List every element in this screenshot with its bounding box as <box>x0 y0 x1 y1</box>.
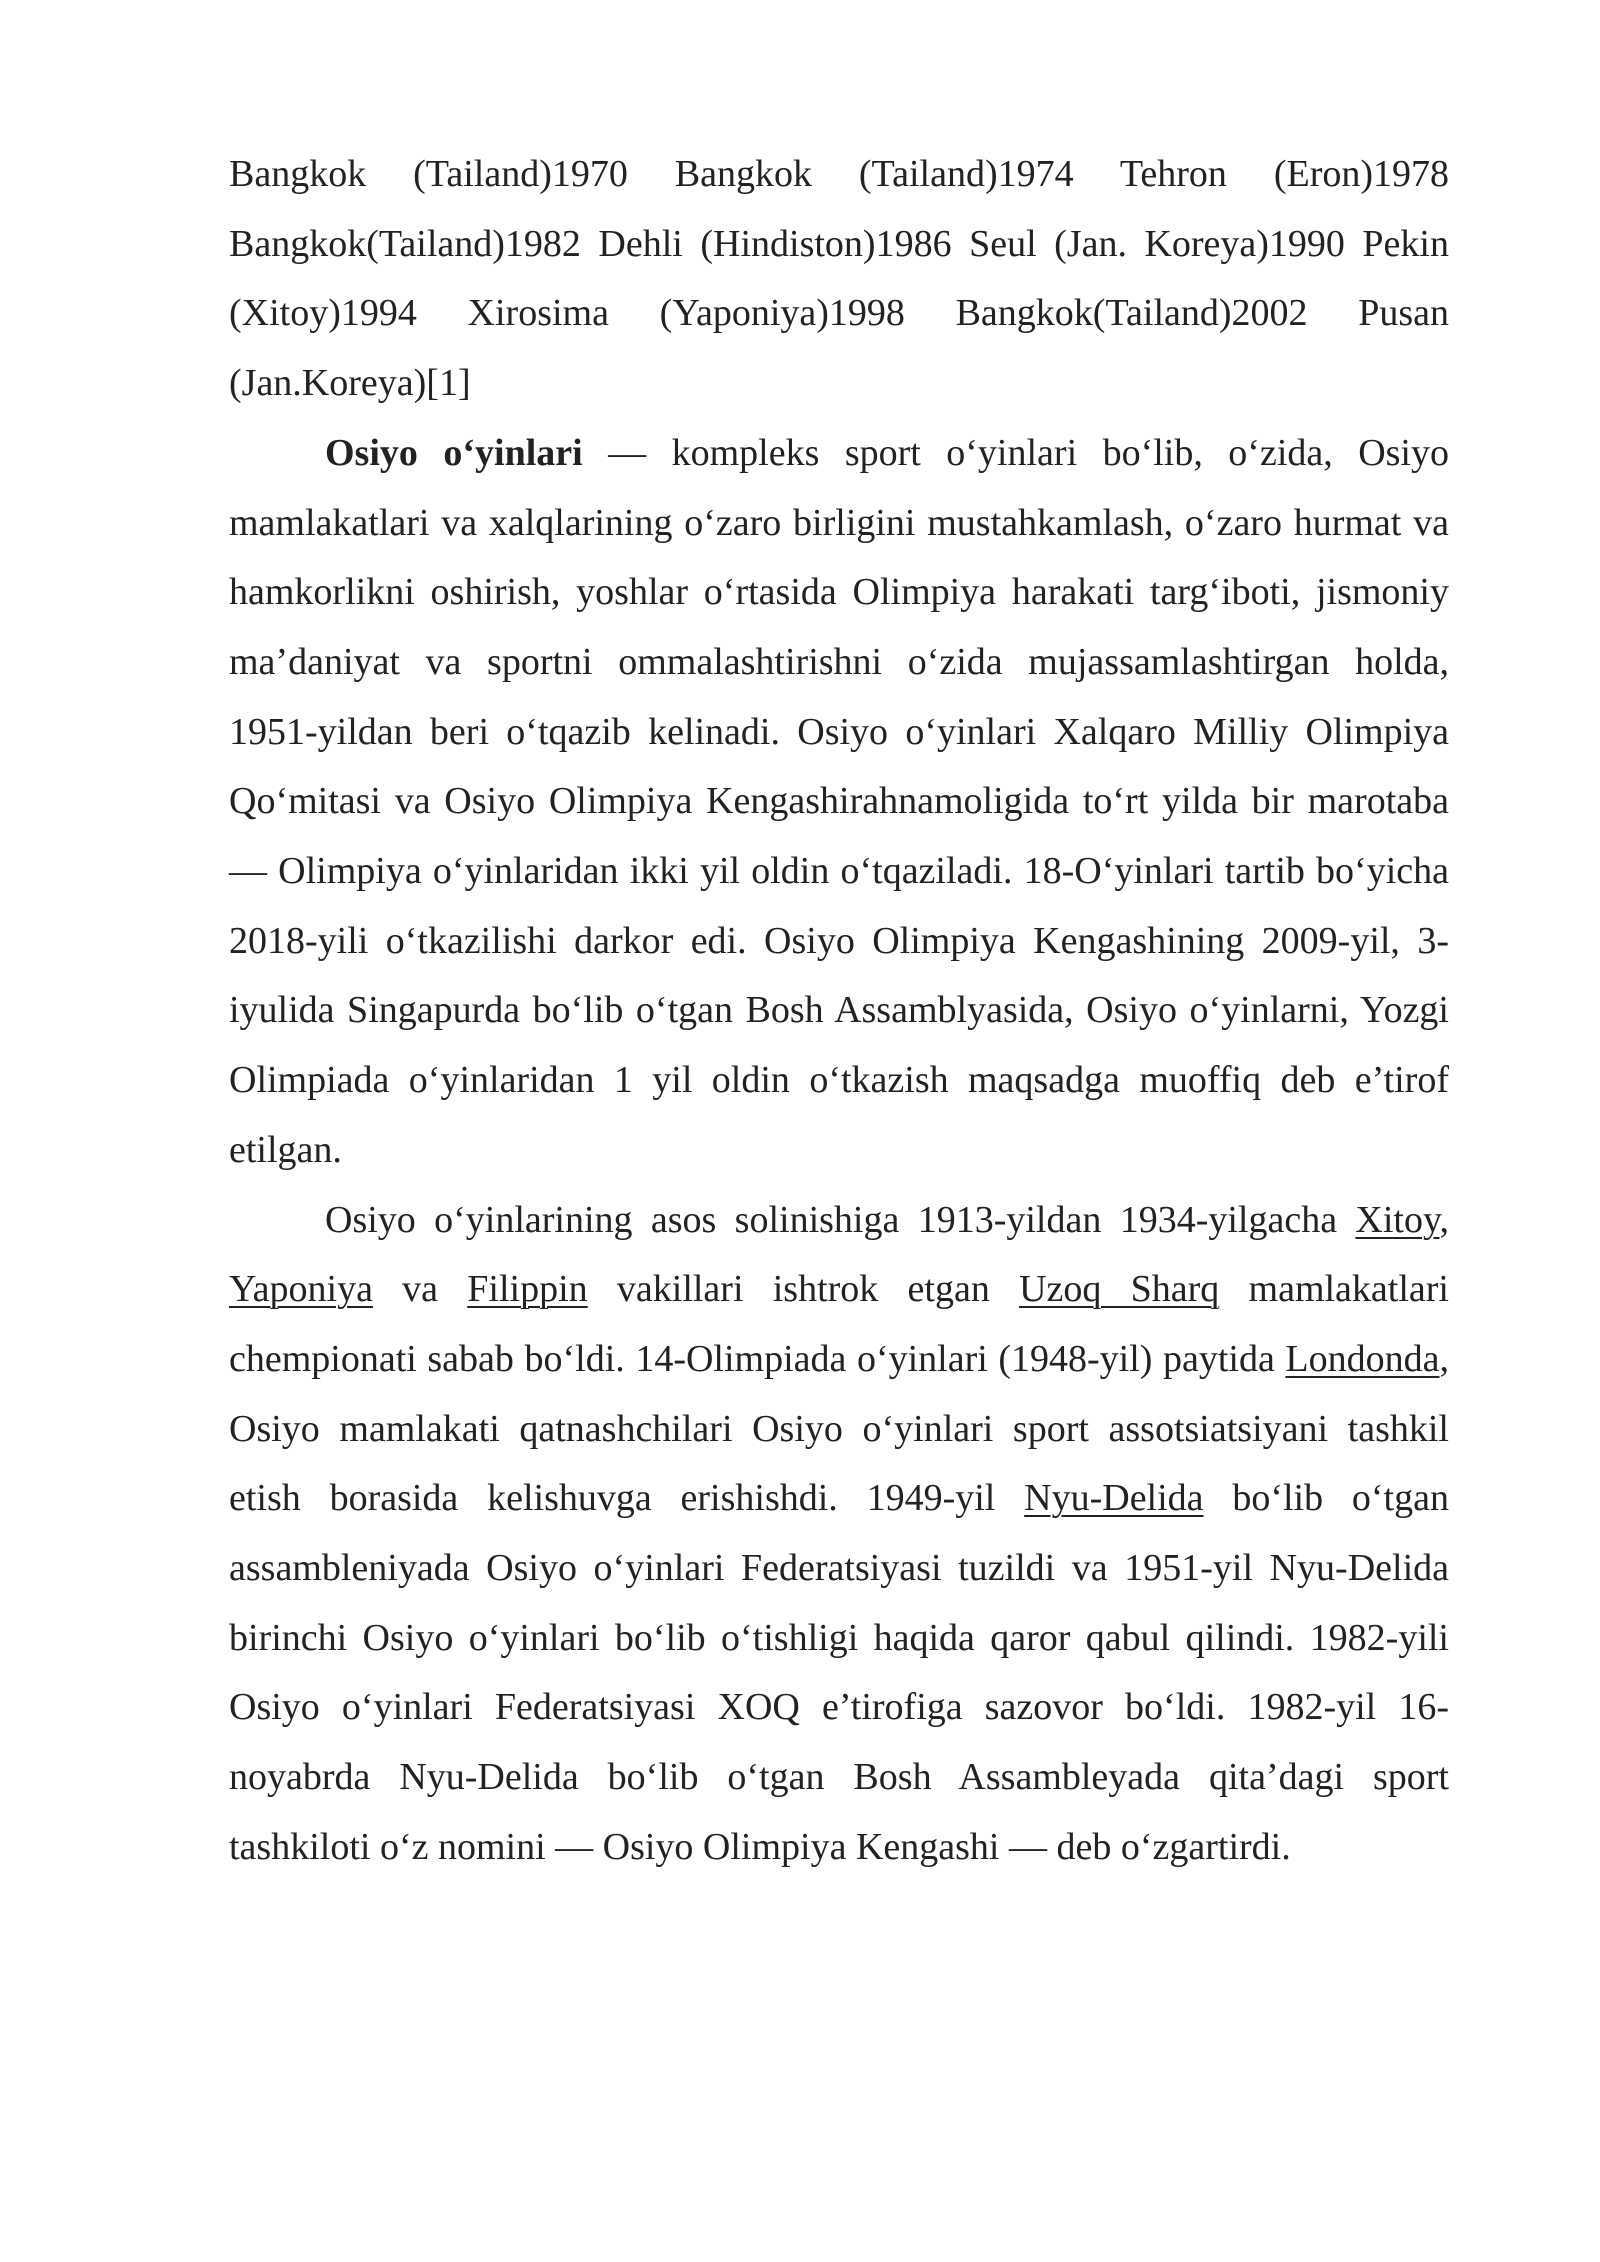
text-segment: , Osiyo mamlakati qatnashchilari Osiyo o‘yinlari sport assotsiatsiyani tashkil etish borasida kelishuvga erishishdi. 1949-yil <box>229 1337 1449 1520</box>
intro-paragraph: Bangkok (Tailand)1970 Bangkok (Tailand)1974 Tehron (Eron)1978 Bangkok(Tailand)1982 Dehli (Hindiston)1986 Seul (Jan. Koreya)1990 Pekin (Xitoy)1994 Xirosima (Yaponiya)1998 Bangkok(Tailand)2002 Pusan (Jan.Koreya)[1] <box>229 153 1449 405</box>
osiyo-oyinlari-paragraph <box>229 419 1449 1186</box>
link-londonda[interactable]: Londonda <box>1285 1337 1440 1380</box>
paragraph-body: — kompleks sport o‘yinlari bo‘lib, o‘zida, Osiyo mamlakatlari va xalqlarining o‘zaro birligini mustahkamlash, o‘zaro hurmat va hamkorlikni oshirish, yoshlar o‘rtasida Olimpiya harakati targ‘iboti, jismoniy ma’daniyat va sportni ommalashtirishni o‘zida mujassamlashtirgan holda, 1951-yildan beri o‘tqazib kelinadi. Osiyo o‘yinlari Xalqaro Milliy Olimpiya Qo‘mitasi va Osiyo Olimpiya Kengashirahnamoligida to‘rt yilda bir marotaba — Olimpiya o‘yinlaridan ikki yil oldin o‘tqaziladi. 18-O‘yinlari tartib bo‘yicha 2018-yili o‘tkazilishi darkor edi. Osiyo Olimpiya Kengashining 2009-yil, 3-iyulida Singapurda bo‘lib o‘tgan Bosh Assamblyasida, Osiyo o‘yinlarni, Yozgi Olimpiada o‘yinlaridan 1 yil oldin o‘tkazish maqsadga muoffiq deb e’tirof etilgan. <box>229 431 1449 1171</box>
link-uzoq-sharq[interactable]: Uzoq Sharq <box>1019 1268 1220 1311</box>
link-filippin[interactable]: Filippin <box>467 1268 588 1311</box>
term-osiyo-oyinlari: Osiyo o‘yinlari <box>325 431 583 474</box>
text-segment: mamlakatlari chempionati sabab bo‘ldi. 14-Olimpiada o‘yinlari (1948-yil) paytida <box>229 1268 1449 1380</box>
text-segment: vakillari ishtrok etgan <box>587 1268 1020 1311</box>
link-xitoy[interactable]: Xitoy <box>1355 1198 1440 1241</box>
history-paragraph <box>229 1186 1449 1883</box>
text-segment: bo‘lib o‘tgan assambleniyada Osiyo o‘yinlari Federatsiyasi tuzildi va 1951-yil Nyu-Delida birinchi Osiyo o‘yinlari bo‘lib o‘tishligi haqida qaror qabul qilindi. 1982-yili Osiyo o‘yinlari Federatsiyasi XOQ e’tirofiga sazovor bo‘ldi. 1982-yil 16-noyabrda Nyu-Delida bo‘lib o‘tgan Bosh Assambleyada qita’dagi sport tashkiloti o‘z nomini — Osiyo Olimpiya Kengashi — deb o‘zgartirdi. <box>229 1477 1449 1868</box>
text-segment: Osiyo o‘yinlarining asos solinishiga 1913-yildan 1934-yilgacha <box>325 1198 1356 1241</box>
link-yaponiya[interactable]: Yaponiya <box>229 1268 373 1311</box>
text-segment: va <box>372 1268 468 1311</box>
text-segment: , <box>1439 1198 1449 1241</box>
document-page <box>229 140 1449 1883</box>
link-nyu-delida[interactable]: Nyu-Delida <box>1024 1477 1204 1520</box>
